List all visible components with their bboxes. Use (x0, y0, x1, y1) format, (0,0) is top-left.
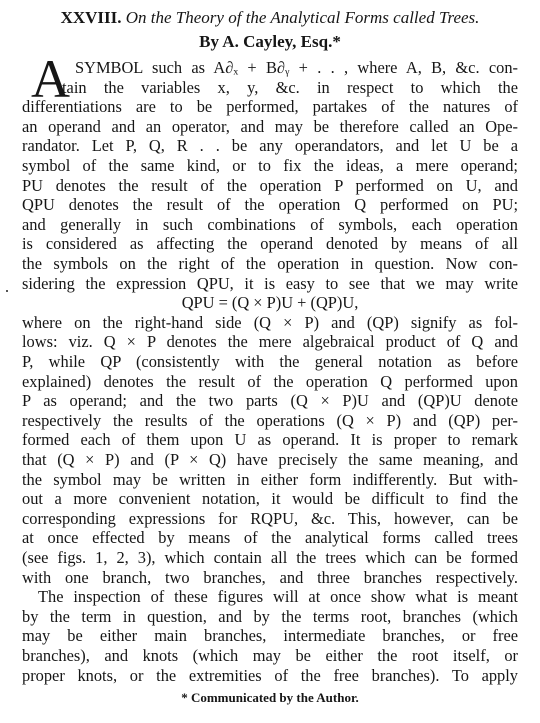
text-line: (see figs. 1, 2, 3), which contain all the trees which can be formed (22, 548, 518, 567)
text-line: tain the variables x, y, &c. in respect to which the (62, 77, 518, 97)
text-line: an operand and an operator, and may be therefore called an Ope- (22, 116, 518, 136)
text-line: may be either main branches, intermediate branches, or free (22, 626, 518, 646)
text-line: branches), and knots (which may be either the root itself, or (22, 646, 518, 665)
text-line: randator. Let P, Q, R . . be any operandators, and let U be a (22, 136, 518, 156)
text-line: The inspection of these figures will at once show what is meant (38, 587, 518, 607)
footnote: * Communicated by the Author. (181, 690, 359, 706)
article-title-text: On the Theory of the Analytical Forms called Trees. (125, 8, 480, 27)
text-line: sidering the expression QPU, it is easy to see that we may write (22, 273, 518, 293)
text-line: is considered as affecting the operand denoted by means of all (22, 234, 518, 254)
text-line: by the term in question, and by the terms root, branches (which (22, 606, 518, 626)
text-line: lows: viz. Q × P denotes the mere algebraical product of Q and (22, 332, 518, 352)
text-line: out a more convenient notation, it would be difficult to find the (22, 489, 518, 509)
article-title (0, 7, 540, 29)
text-line: with one branch, two branches, and three branches respectively. (22, 567, 518, 587)
text-line: and generally in such combinations of symbols, each operation (22, 214, 518, 234)
text-line: P as operand; and the two parts (Q × P)U and (QP)U denote (22, 391, 518, 411)
text-line: that (Q × P) and (P × Q) have precisely the same meaning, and (22, 450, 518, 469)
text-line: differentiations are to be performed, partakes of the natures of (22, 97, 518, 117)
text-line: corresponding expressions for RQPU, &c. This, however, can be (22, 508, 518, 528)
text-line: QPU denotes the result of the operation Q performed on PU; (22, 195, 518, 215)
text-line: PU denotes the result of the operation P performed on U, and (22, 175, 518, 195)
text-line: proper knots, or the extremities of the free branches). To apply (22, 665, 518, 685)
article-author: By A. Cayley, Esq.* (199, 32, 341, 51)
article-number: XXVIII. (60, 8, 122, 27)
text-line: respectively the results of the operations (Q × P) and (QP) per- (22, 410, 518, 430)
text-line: SYMBOL such as A∂ₓ + B∂ᵧ + . . , where A, B, &c. con- (75, 58, 518, 77)
text-line: symbol of the same kind, or to fix the ideas, a mere operand; (22, 156, 518, 175)
text-line: at once effected by means of the analytical forms called trees (22, 528, 518, 548)
text-line: explained) denotes the result of the operation Q performed upon (22, 371, 518, 391)
text-line: the symbol may be written in either form indifferently. But with- (22, 469, 518, 489)
text-line: the symbols on the right of the operation in question. Now con- (22, 254, 518, 273)
drop-cap: A (31, 49, 70, 109)
text-line: where on the right-hand side (Q × P) and (QP) signify as fol- (22, 312, 518, 332)
text-line: formed each of them upon U as operand. It is proper to remark (22, 430, 518, 450)
margin-mark (6, 290, 8, 292)
text-line: P, while QP (consistently with the general notation as before (22, 352, 518, 371)
equation: QPU = (Q × P)U + (QP)U, (181, 293, 359, 313)
